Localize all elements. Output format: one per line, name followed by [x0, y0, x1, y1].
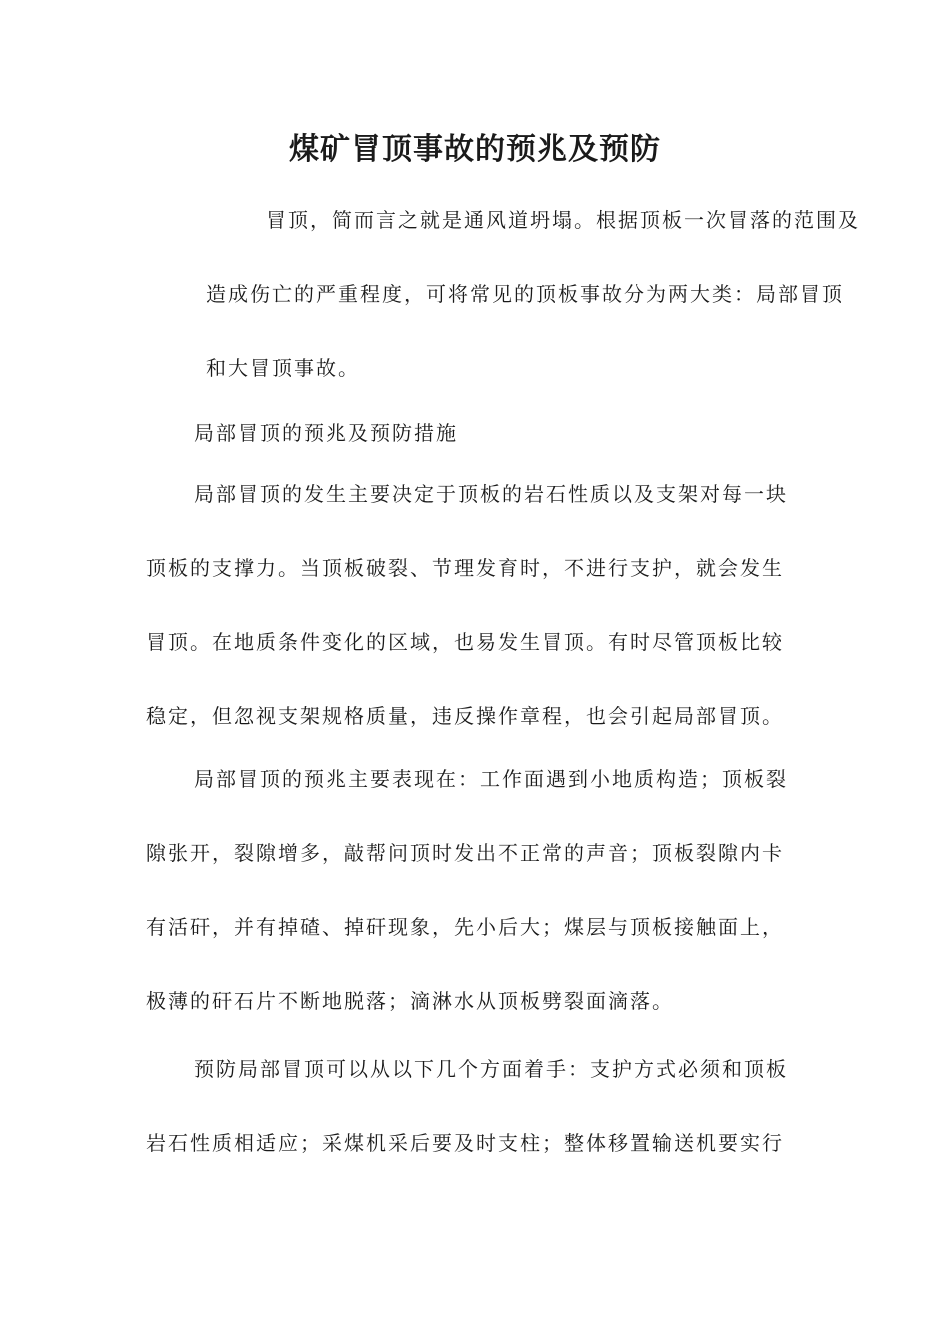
paragraph-line: 预防局部冒顶可以从以下几个方面着手：支护方式必须和顶板 — [194, 1057, 788, 1081]
paragraph-line: 局部冒顶的预兆主要表现在：工作面遇到小地质构造；顶板裂 — [194, 767, 788, 791]
paragraph-line: 稳定，但忽视支架规格质量，违反操作章程，也会引起局部冒顶。 — [146, 704, 784, 728]
paragraph-prevention — [146, 1032, 806, 1180]
paragraph-line: 隙张开，裂隙增多，敲帮问顶时发出不正常的声音；顶板裂隙内卡 — [146, 841, 784, 865]
paragraph-line: 冒顶，简而言之就是通风道坍塌。根据顶板一次冒落的范围及 — [266, 208, 860, 232]
paragraph-causes — [146, 457, 806, 753]
document-title: 煤矿冒顶事故的预兆及预防 — [289, 132, 661, 167]
paragraph-line: 和大冒顶事故。 — [206, 356, 360, 380]
paragraph-line: 冒顶。在地质条件变化的区域，也易发生冒顶。有时尽管顶板比较 — [146, 630, 784, 654]
paragraph-line: 岩石性质相适应；采煤机采后要及时支柱；整体移置输送机要实行 — [146, 1131, 784, 1155]
paragraph-line: 极薄的矸石片不断地脱落；滴淋水从顶板劈裂面滴落。 — [146, 989, 674, 1013]
section-heading: 局部冒顶的预兆及预防措施 — [194, 421, 458, 445]
paragraph-line: 有活矸，并有掉碴、掉矸现象，先小后大；煤层与顶板接触面上， — [146, 915, 784, 939]
paragraph-intro — [146, 183, 860, 405]
paragraph-line: 局部冒顶的发生主要决定于顶板的岩石性质以及支架对每一块 — [194, 482, 788, 506]
paragraph-line: 顶板的支撑力。当顶板破裂、节理发育时，不进行支护，就会发生 — [146, 556, 784, 580]
paragraph-line: 造成伤亡的严重程度，可将常见的顶板事故分为两大类：局部冒顶 — [206, 282, 844, 306]
paragraph-signs — [146, 742, 806, 1038]
